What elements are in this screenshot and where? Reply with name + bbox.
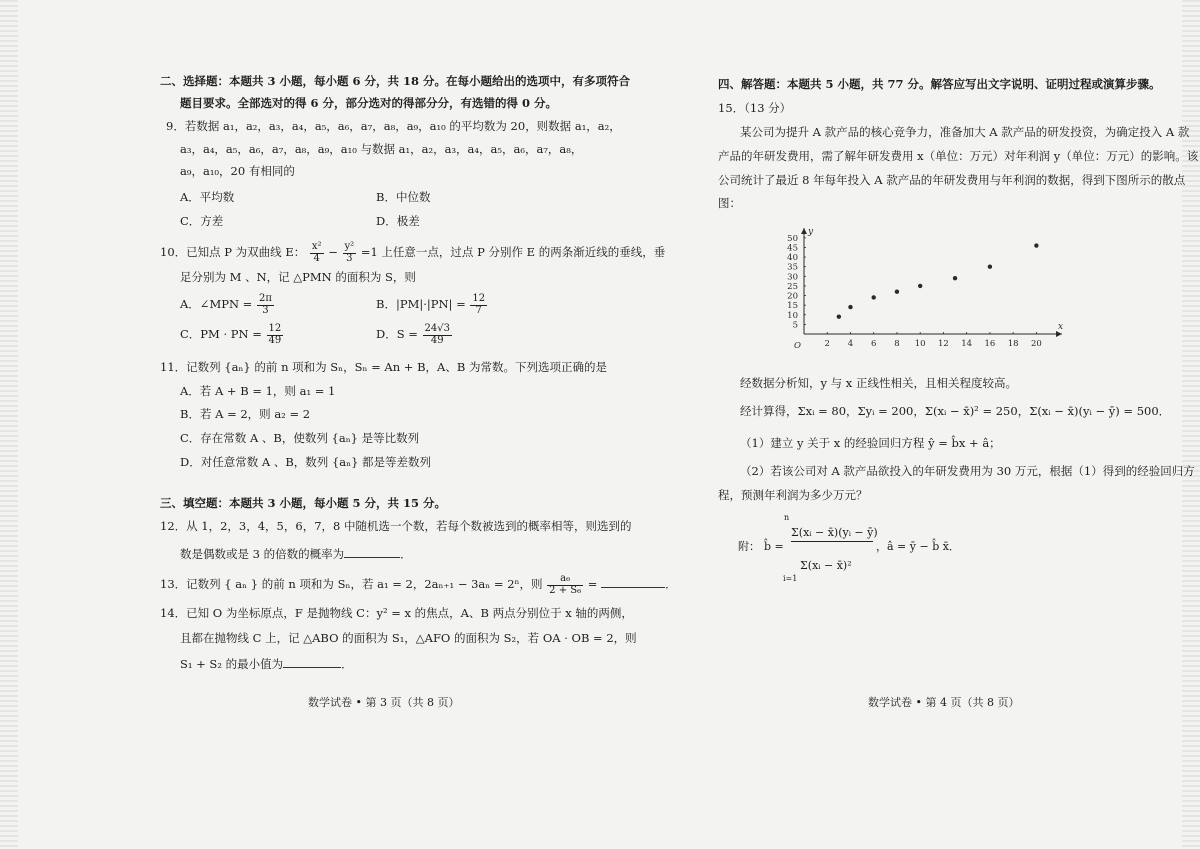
question-13-line: 13．记数列 { aₙ } 的前 n 项和为 Sₙ，若 a₁ = 2，2aₙ₊₁ − 3aₙ = 2ⁿ，则 $\frac{\text{a₆}}{\text{2 + S₆}}$ = ．: [160, 573, 677, 596]
fraction-denominator: 49: [268, 334, 282, 346]
fraction-numerator: y²: [344, 241, 355, 252]
question-10-line2: 足分别为 M 、N，记 △PMN 的面积为 S，则: [180, 270, 416, 284]
option-label: B．|PM|·|PN| =: [376, 297, 466, 311]
data-point: [1034, 243, 1038, 247]
x-tick-label: 12: [938, 339, 949, 349]
question-11-option-d: D．对任意常数 A 、B，数列 {aₙ} 都是等差数列: [180, 455, 432, 469]
question-9-option-c: C．方差: [180, 214, 224, 228]
sum-upper-limit: n: [784, 513, 790, 522]
y-tick-label: 25: [787, 281, 798, 292]
x-tick-label: 4: [847, 339, 854, 349]
question-10-option-a: [180, 294, 275, 316]
section-2-heading-line1: 二、选择题：本题共 3 小题，每小题 6 分，共 18 分。在每小题给出的选项中，有多项符合: [160, 74, 631, 88]
question-15-header: 15．（13 分）: [718, 101, 792, 115]
question-15-line1: 某公司为提升 A 款产品的核心竞争力，准备加大 A 款产品的研发投资，为确定投入 A 款: [740, 125, 1190, 139]
fraction-denominator: 49: [430, 334, 444, 346]
y-tick-label: 40: [787, 253, 798, 264]
y-tick-label: 10: [787, 310, 798, 321]
data-point: [848, 305, 852, 309]
question-13-fraction: [547, 574, 583, 596]
y-axis-arrow: [801, 228, 807, 234]
answer-blank[interactable]: [344, 547, 400, 558]
fraction-denominator: 3: [262, 304, 269, 316]
x-tick-label: 6: [871, 339, 877, 349]
answer-blank[interactable]: [283, 657, 341, 668]
question-14-text: S₁ + S₂ 的最小值为: [180, 657, 284, 671]
question-10-option-d: [376, 324, 453, 346]
option-label: A．∠MPN =: [180, 297, 253, 311]
question-11-option-c: C．存在常数 A 、B，使数列 {aₙ} 是等比数列: [180, 431, 420, 445]
question-10-fraction-y: [343, 242, 357, 264]
y-axis-label: y: [808, 227, 814, 237]
x-tick-label: 10: [914, 339, 926, 349]
question-11-line1: 11．记数列 {aₙ} 的前 n 项和为 Sₙ，Sₙ = An + B，A、B 为常数。下列选项正确的是: [160, 360, 607, 374]
question-12-text: 数是偶数或是 3 的倍数的概率为: [180, 547, 345, 561]
fraction-numerator: 12: [472, 293, 486, 304]
y-tick-label: 50: [787, 233, 798, 244]
question-12-line2: 数是偶数或是 3 的倍数的概率为 ．: [180, 547, 412, 561]
page-footer: 数学试卷 • 第 3 页（共 8 页）: [308, 696, 460, 709]
option-fraction: [423, 324, 452, 346]
option-label: C．PM · PN =: [180, 327, 262, 341]
part-1-question: （1）建立 y 关于 x 的经验回归方程 ŷ = b̂x + â；: [740, 436, 1001, 450]
question-15-line3: 公司统计了最近 8 年每年投入 A 款产品的年研发费用与年利润的数据，得到下图所示的散点: [718, 173, 1186, 187]
data-point: [988, 264, 992, 268]
appendix-a-hat: ，â = ȳ − b̂ x̄．: [876, 540, 960, 553]
part-2-question-line2: 程，预测年利润为多少万元？: [718, 488, 868, 502]
appendix-b-hat: b̂ =: [764, 540, 784, 553]
question-15-line4: 图：: [718, 196, 741, 210]
y-tick-label: 15: [787, 301, 798, 312]
option-fraction: [470, 294, 487, 316]
x-tick-label: 16: [984, 339, 996, 349]
question-9-option-a: A．平均数: [180, 190, 235, 204]
option-fraction: [257, 294, 274, 316]
appendix-label: 附：: [738, 540, 760, 553]
minus-sign: −: [328, 245, 338, 259]
y-tick-label: 45: [787, 243, 798, 254]
section-4-heading: 四、解答题：本题共 5 小题，共 77 分。解答应写出文字说明、证明过程或演算步骤。: [718, 77, 1161, 91]
fraction-numerator: 24√3: [424, 323, 451, 334]
option-label: D．S =: [376, 327, 418, 341]
section-2-heading-line2: 题目要求。全部选对的得 6 分，部分选对的得部分分，有选错的得 0 分。: [180, 96, 558, 110]
data-point: [918, 284, 922, 288]
question-13-text: 13．记数列 { aₙ } 的前 n 项和为 Sₙ，若 a₁ = 2，2aₙ₊₁ − 3aₙ = 2ⁿ，则: [160, 577, 543, 591]
question-15-line2: 产品的年研发费用，需了解年研发费用 x（单位：万元）对年利润 y（单位：万元）的影响。该: [718, 149, 1199, 163]
fraction-numerator: 12: [268, 323, 282, 334]
question-10-suffix: =1 上任意一点，过点 P 分别作 E 的两条渐近线的垂线，垂: [360, 245, 666, 259]
data-point: [953, 276, 957, 280]
question-9-line2: a₃，a₄，a₅，a₆，a₇，a₈，a₉，a₁₀ 与数据 a₁，a₂，a₃，a₄，a₅，a₆，a₇，a₈，: [180, 142, 583, 156]
question-11-option-b: B．若 A = 2，则 a₂ = 2: [180, 407, 311, 421]
question-10-option-c: [180, 324, 284, 346]
fraction-denominator: 2 + S₆: [549, 584, 582, 596]
x-tick-label: 8: [894, 339, 900, 349]
data-point: [837, 314, 841, 318]
question-14-line1: 14．已知 O 为坐标原点，F 是抛物线 C：y² = x 的焦点，A、B 两点分别位于 x 轴的两侧，: [160, 606, 633, 620]
question-12-line1: 12．从 1，2，3，4，5，6，7，8 中随机选一个数，若每个数被选到的概率相等，则选到的: [160, 519, 632, 533]
sum-lower-limit: i=1: [783, 574, 798, 583]
fraction-denominator: 3: [346, 252, 353, 264]
question-14-line3: S₁ + S₂ 的最小值为 ．: [180, 657, 353, 671]
part-2-question-line1: （2）若该公司对 A 款产品欲投入的年研发费用为 30 万元，根据（1）得到的经验回归方: [740, 464, 1195, 478]
y-tick-label: 30: [787, 272, 798, 283]
question-9-option-b: B．中位数: [376, 190, 431, 204]
question-9-line1: 9．若数据 a₁，a₂，a₃，a₄，a₅，a₆，a₇，a₈，a₉，a₁₀ 的平均数为 20，则数据 a₁，a₂，: [166, 119, 621, 133]
analysis-text: 经数据分析知，y 与 x 正线性相关，且相关程度较高。: [740, 376, 1017, 390]
page-footer: 数学试卷 • 第 4 页（共 8 页）: [868, 696, 1020, 709]
section-3-heading: 三、填空题：本题共 3 小题，每小题 5 分，共 15 分。: [160, 496, 447, 510]
data-point: [872, 295, 876, 299]
fraction-numerator: x²: [311, 241, 322, 252]
fraction-denominator: 4: [313, 252, 320, 264]
x-tick-label: 18: [1007, 339, 1019, 349]
question-14-line2: 且都在抛物线 C 上，记 △ABO 的面积为 S₁，△AFO 的面积为 S₂，若 OA · OB = 2，则: [180, 631, 637, 645]
appendix-numerator: Σ(xᵢ − x̄)(yᵢ − ȳ): [791, 527, 873, 542]
question-9-option-d: D．极差: [376, 214, 420, 228]
question-10-prefix: 10．已知点 P 为双曲线 E：: [160, 245, 306, 259]
question-9-line3: a₉，a₁₀，20 有相同的: [180, 164, 295, 178]
equals-sign: =: [587, 577, 598, 591]
question-10-option-b: [376, 294, 488, 316]
scatter-plot: [770, 222, 1070, 362]
x-tick-label: 20: [1030, 339, 1042, 349]
appendix-denominator: Σ(xᵢ − x̄)²: [800, 559, 852, 572]
x-tick-label: 14: [961, 339, 973, 349]
fraction-denominator: 7: [475, 304, 482, 316]
page-4: [600, 0, 1200, 849]
y-tick-label: 20: [787, 291, 798, 302]
origin-label: O: [794, 341, 801, 351]
x-tick-label: 2: [824, 339, 830, 349]
calculation-results: 经计算得，Σxᵢ = 80，Σyᵢ = 200，Σ(xᵢ − x̄)² = 250，Σ(xᵢ − x̄)(yᵢ − ȳ) = 500．: [740, 404, 1171, 418]
question-10-line1: [160, 242, 665, 264]
x-axis-label: x: [1058, 322, 1064, 332]
fraction-numerator: a₆: [547, 574, 583, 586]
y-tick-label: 5: [792, 320, 798, 331]
question-11-option-a: A．若 A + B = 1，则 a₁ = 1: [180, 384, 336, 398]
y-tick-label: 35: [787, 262, 798, 273]
question-10-fraction-x: [310, 242, 324, 264]
data-point: [895, 289, 899, 293]
option-fraction: [267, 324, 284, 346]
fraction-numerator: 2π: [258, 293, 272, 304]
